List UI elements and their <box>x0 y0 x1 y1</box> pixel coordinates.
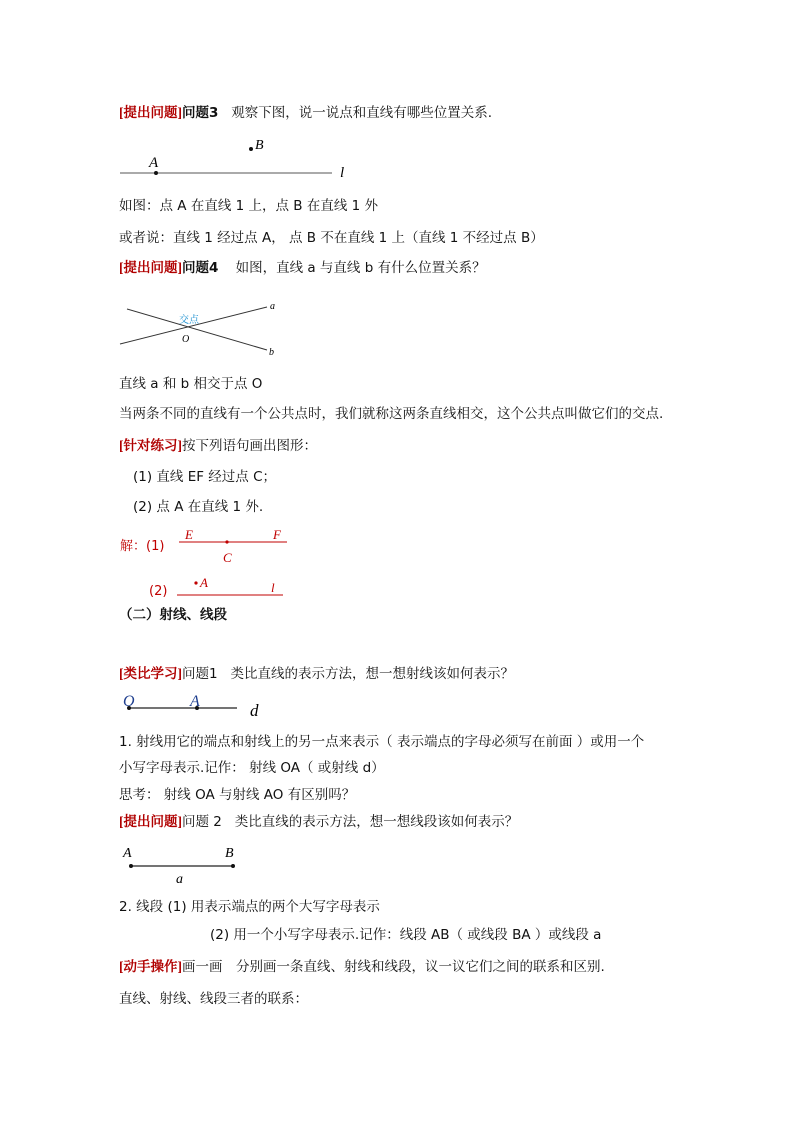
segment-figure <box>115 840 255 888</box>
question-4 <box>119 259 486 277</box>
segment-definition-2: (2) 用一个小写字母表示.记作：线段 AB（ 或线段 BA ）或线段 a <box>210 927 602 943</box>
point-line-figure <box>110 134 370 184</box>
question-title: 问题3 <box>182 105 219 121</box>
think-question: 思考： 射线 OA 与射线 AO 有区别吗？ <box>119 787 356 803</box>
intersect-text: 直线 a 和 b 相交于点 O <box>119 376 263 392</box>
point-o-label: O <box>182 334 190 345</box>
point-b-dot <box>249 147 253 151</box>
activity-tag: [动手操作] <box>119 959 182 974</box>
solution-label: 解：(1) <box>120 539 165 554</box>
point-a-label: A <box>123 846 132 861</box>
ray-question-1 <box>119 665 514 683</box>
question-title: 问题 2 <box>182 814 222 830</box>
point-a-label: A <box>190 693 200 710</box>
relation-heading: 直线、射线、线段三者的联系： <box>119 991 308 1007</box>
question-title: 问题1 <box>182 666 218 682</box>
question-tag: [提出问题] <box>119 260 182 275</box>
practice-heading <box>119 437 317 455</box>
point-a-dot <box>129 864 133 868</box>
question-text: 如图，直线 a 与直线 b 有什么位置关系？ <box>235 260 486 276</box>
point-c-label: C <box>223 550 232 565</box>
intersecting-lines-figure <box>115 294 290 362</box>
practice-text: 按下列语句画出图形： <box>182 438 317 454</box>
point-c-dot <box>225 540 228 543</box>
line-b-label: b <box>269 347 274 358</box>
ray-d-label: d <box>250 701 259 720</box>
point-o-label: O <box>123 693 135 710</box>
question-3 <box>119 104 492 122</box>
q3-answer-1: 如图：点 A 在直线 1 上，点 B 在直线 1 外 <box>119 198 379 214</box>
practice-item-1: (1) 直线 EF 经过点 C； <box>133 469 277 485</box>
intersection-label: 交点 <box>179 315 199 326</box>
section-heading: （二）射线、线段 <box>119 607 227 623</box>
q3-answer-2: 或者说：直线 1 经过点 A， 点 B 不在直线 1 上（直线 1 不经过点 B） <box>119 230 544 246</box>
practice-tag: [针对练习] <box>119 438 182 453</box>
point-b-dot <box>231 864 235 868</box>
line-a-label: a <box>270 301 275 312</box>
intersect-definition: 当两条不同的直线有一个公共点时，我们就称这两条直线相交，这个公共点叫做它们的交点. <box>119 406 664 422</box>
point-f-label: F <box>273 527 281 542</box>
practice-item-2: (2) 点 A 在直线 1 外. <box>133 499 264 515</box>
question-tag: [提出问题] <box>119 105 182 120</box>
ray-figure <box>115 690 275 722</box>
point-a-dot <box>154 171 158 175</box>
segment-question-2 <box>119 813 518 831</box>
point-a-label: A <box>200 575 208 590</box>
question-text: 观察下图，说一说点和直线有哪些位置关系. <box>231 105 493 121</box>
activity-text: 画一画 分别画一条直线、射线和线段，议一议它们之间的联系和区别. <box>182 959 605 975</box>
solution-figure <box>115 524 315 602</box>
point-a-label: A <box>149 155 159 171</box>
question-tag: [类比学习] <box>119 666 182 681</box>
solution-label-2: (2) <box>149 584 168 599</box>
segment-a-label: a <box>176 872 183 887</box>
ray-definition-2: 小写字母表示.记作： 射线 OA（ 或射线 d） <box>119 760 385 776</box>
segment-definition-1: 2. 线段 (1) 用表示端点的两个大写字母表示 <box>119 899 380 915</box>
point-a-dot <box>194 581 197 584</box>
question-text: 类比直线的表示方法，想一想射线该如何表示？ <box>230 666 514 682</box>
point-b-label: B <box>255 138 264 153</box>
question-tag: [提出问题] <box>119 814 182 829</box>
question-text: 类比直线的表示方法，想一想线段该如何表示？ <box>234 814 519 830</box>
question-title: 问题4 <box>182 260 219 276</box>
line-l-label: l <box>340 165 345 181</box>
point-e-label: E <box>185 527 193 542</box>
point-b-label: B <box>225 846 234 861</box>
ray-definition-1: 1. 射线用它的端点和射线上的另一点来表示（ 表示端点的字母必须写在前面 ）或用一个 <box>119 734 645 750</box>
line-l-label: l <box>271 580 275 595</box>
hands-on-activity <box>119 958 605 976</box>
